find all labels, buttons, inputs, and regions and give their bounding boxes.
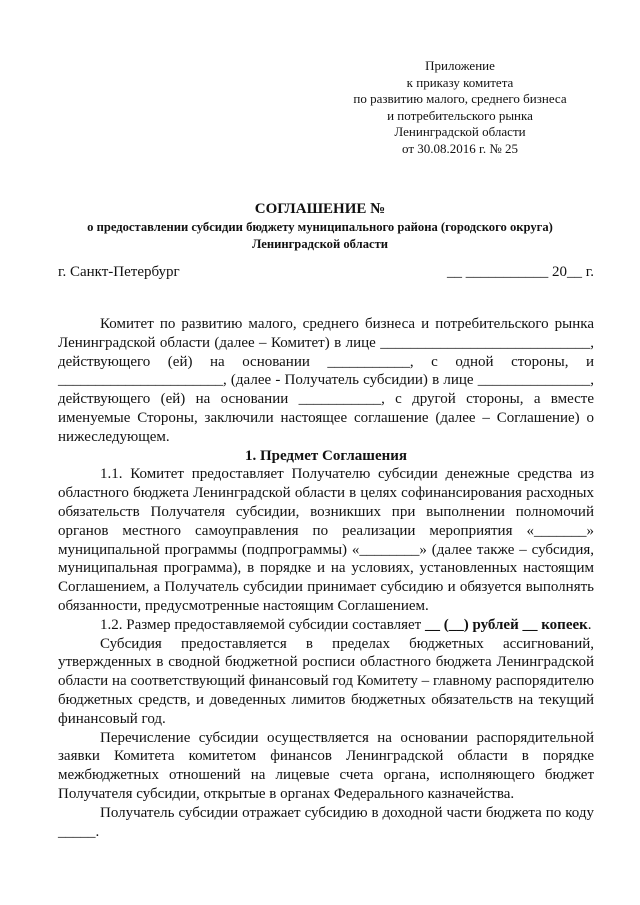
limits-paragraph: Субсидия предоставляется в пределах бюджетных ассигнований, утвержденных в сводной бюджетной росписи областного бюджета Ленинградской области на соответствующий финансовый год Комитету – главному распорядителю бюджетных средств, и доведенных лимитов бюджетных обязательств на текущий финансовый год. [58, 635, 594, 727]
appendix-line: Ленинградской области [394, 124, 526, 140]
appendix-block [300, 58, 620, 158]
transfer-paragraph: Перечисление субсидии осуществляется на основании распорядительной заявки Комитета комитетом финансов Ленинградской области в порядке межбюджетных отношений на лицевые счета органа, исполняющего бюджет Получателя субсидии, открытые в органах Федерального казначейства. [58, 729, 594, 802]
document-body [58, 315, 594, 841]
section-heading: 1. Предмет Соглашения [244, 447, 408, 464]
appendix-line: Приложение [425, 58, 495, 73]
preamble-paragraph: Комитет по развитию малого, среднего бизнеса и потребительского рынка Ленинградской области (далее – Комитет) в лице ____________________________, действующего (ей) на основании ___________, с одной стороны, и ______________________, (далее - Получатель субсидии) в лице _______________, действующего (ей) на основании ___________, с другой стороны, а вместе именуемые Стороны, заключили настоящее соглашение (далее – Соглашение) о нижеследующем. [58, 316, 594, 445]
clause-1-2-end: . [587, 616, 592, 633]
document-title [40, 200, 600, 253]
clause-1-2 [58, 616, 594, 635]
appendix-line: от 30.08.2016 г. № 25 [401, 140, 519, 156]
agreement-subtitle: о предоставлении субсидии бюджету муниципального района (городского округа) [87, 220, 553, 234]
reflect-paragraph: Получатель субсидии отражает субсидию в доходной части бюджета по коду _____. [58, 804, 594, 840]
agreement-subtitle-region: Ленинградской области [251, 237, 389, 251]
subsidy-amount-placeholder: __ (__) рублей __ копеек [424, 616, 588, 633]
clause-1-1: 1.1. Комитет предоставляет Получателю субсидии денежные средства из областного бюджета Ленинградской области в целях софинансирования расходных обязательств Получателя субсидии, возникших при выполнении полномочий органов местного самоуправления по реализации мероприятия «_______» муниципальной программы (подпрограммы) «________» (далее также – субсидия, муниципальная программа), в порядке и на условиях, установленных настоящим Соглашением, а Получатель субсидии принимает субсидию и обязуется выполнять обязанности, предусмотренные настоящим Соглашением. [58, 466, 594, 614]
date-placeholder: __ ___________ 20__ г. [447, 264, 594, 280]
city: г. Санкт-Петербург [58, 264, 180, 280]
agreement-heading: СОГЛАШЕНИЕ № [254, 201, 386, 217]
clause-1-2-text: 1.2. Размер предоставляемой субсидии составляет [100, 616, 425, 633]
appendix-line: к приказу комитета [406, 74, 514, 90]
appendix-line: по развитию малого, среднего бизнеса [353, 91, 567, 107]
appendix-line: и потребительского рынка [387, 107, 533, 123]
